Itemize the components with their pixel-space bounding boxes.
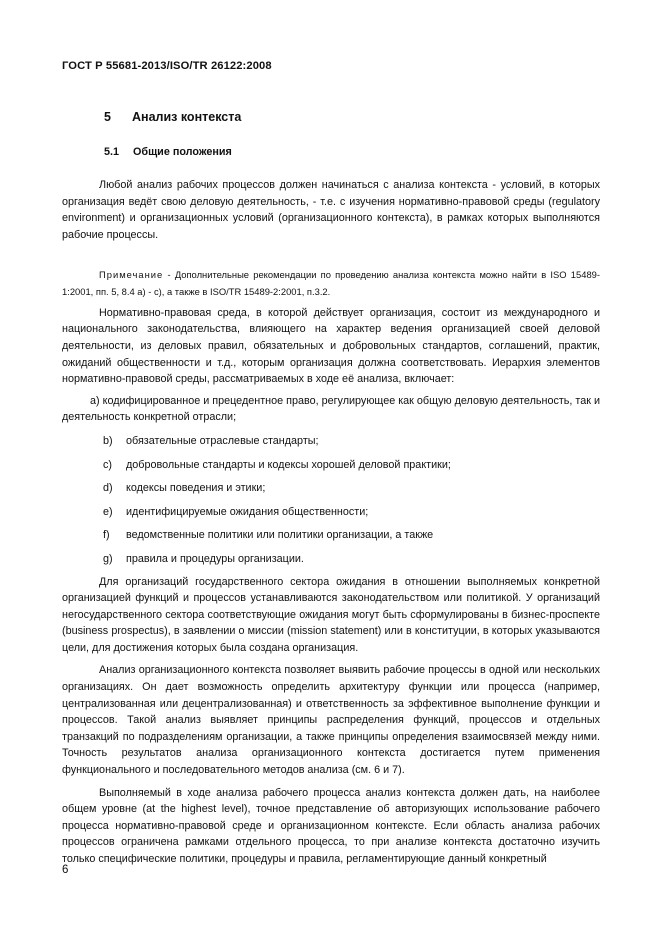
paragraph-intro: Любой анализ рабочих процессов должен начинаться с анализа контекста - условий, в которых организация ведёт свою деловую деятельность, - т.е. с изучения нормативно-правовой среды (regulatory environment) и организационных условий (организационного контекста), в рамках которых выполняются рабочие процессы. [62, 179, 600, 241]
list-item-a: а) кодифицированное и прецедентное право, регулирующее как общую деловую деятельность, так и деятельность конкретной отрасли; [62, 394, 601, 424]
list-marker: d) [103, 482, 113, 495]
subsection-title [104, 146, 232, 158]
list-item [62, 457, 600, 474]
list-item [62, 433, 600, 450]
list-item-text: обязательные отраслевые стандарты; [126, 434, 319, 447]
paragraph-regulatory: Нормативно-правовая среда, в которой действует организация, состоит из международного и национального законодательства, влияющего на характер ведения организацией своей деловой деятельности, из деловых правил, обязательных и добровольных стандартов, соглашений, практик, ожиданий общественности и т.д., которым организация должна соответствовать. Иерархия элементов нормативно-правовой среды, рассматриваемых в ходе её анализа, включает: [62, 306, 600, 386]
section-title [104, 110, 241, 124]
list-item [62, 527, 600, 544]
document-header: ГОСТ Р 55681-2013/ISO/TR 26122:2008 [62, 60, 272, 72]
list-marker: e) [103, 505, 113, 518]
subsection-number: 5.1 [104, 146, 120, 158]
list-item-text: ведомственные политики или политики организации, а также [126, 529, 434, 542]
paragraph-org-context: Анализ организационного контекста позволяет выявить рабочие процессы в одной или нескольких организациях. Он дает возможность определить архитектуру функции или процесса (например, централизованная или децентрализованная) и ответственность за эффективное выполнение функции и процессов. Такой анализ выявляет принципы распределения функций, процессов и отдельных транзакций по подразделениям организации, а также принципы определения взаимосвязей между ними. Точность результатов анализа организационного контекста достигается путем применения функционального и последовательного методов анализа (см. 6 и 7). [62, 664, 600, 777]
note [62, 267, 600, 299]
list-marker: g) [103, 552, 113, 565]
list-item-text: идентифицируемые ожидания общественности; [126, 505, 369, 518]
note-label: Примечание [99, 269, 164, 281]
list-item [62, 504, 600, 521]
note-text: - Дополнительные рекомендации по проведению анализа контекста можно найти в ISO 15489-1:2001, пп. 5, 8.4 а) - с), а также в ISO/TR 15489-2:2001, п.3.2. [62, 269, 600, 297]
section-number: 5 [104, 110, 111, 124]
list-item [62, 551, 600, 568]
list-item-text: правила и процедуры организации. [126, 552, 304, 565]
list-item-text: добровольные стандарты и кодексы хорошей деловой практики; [126, 458, 451, 471]
body-content [62, 177, 600, 868]
list-item [62, 480, 600, 497]
paragraph-public-sector: Для организаций государственного сектора ожидания в отношении выполняемых конкретной организацией функций и процессов устанавливаются законодательством или политикой. У организаций негосударственного сектора соответствующие ожидания могут быть сформулированы в бизнес-проспекте (business prospectus), в заявлении о миссии (mission statement) или в конституции, в которых указываются цели, для достижения которых была создана организация. [62, 575, 600, 654]
list-marker: c) [103, 458, 112, 471]
page-number: 6 [62, 864, 69, 876]
list-item-text: кодексы поведения и этики; [126, 482, 266, 495]
section-title-text: Анализ контекста [132, 110, 242, 124]
list-marker: f) [103, 529, 110, 542]
subsection-title-text: Общие положения [133, 146, 232, 158]
paragraph-context-analysis: Выполняемый в ходе анализа рабочего процесса анализ контекста должен дать, на наиболее общем уровне (at the highest level), точное представление об авторизующих использование рабочего процесса нормативно-правовой среде и организационном контексте. Если область анализа рабочих процессов ограничена рамками отдельного процесса, то при анализе контекста достаточно изучить только специфические политики, процедуры и правила, регламентирующие данный конкретный [62, 786, 600, 865]
list-marker: b) [103, 434, 113, 447]
